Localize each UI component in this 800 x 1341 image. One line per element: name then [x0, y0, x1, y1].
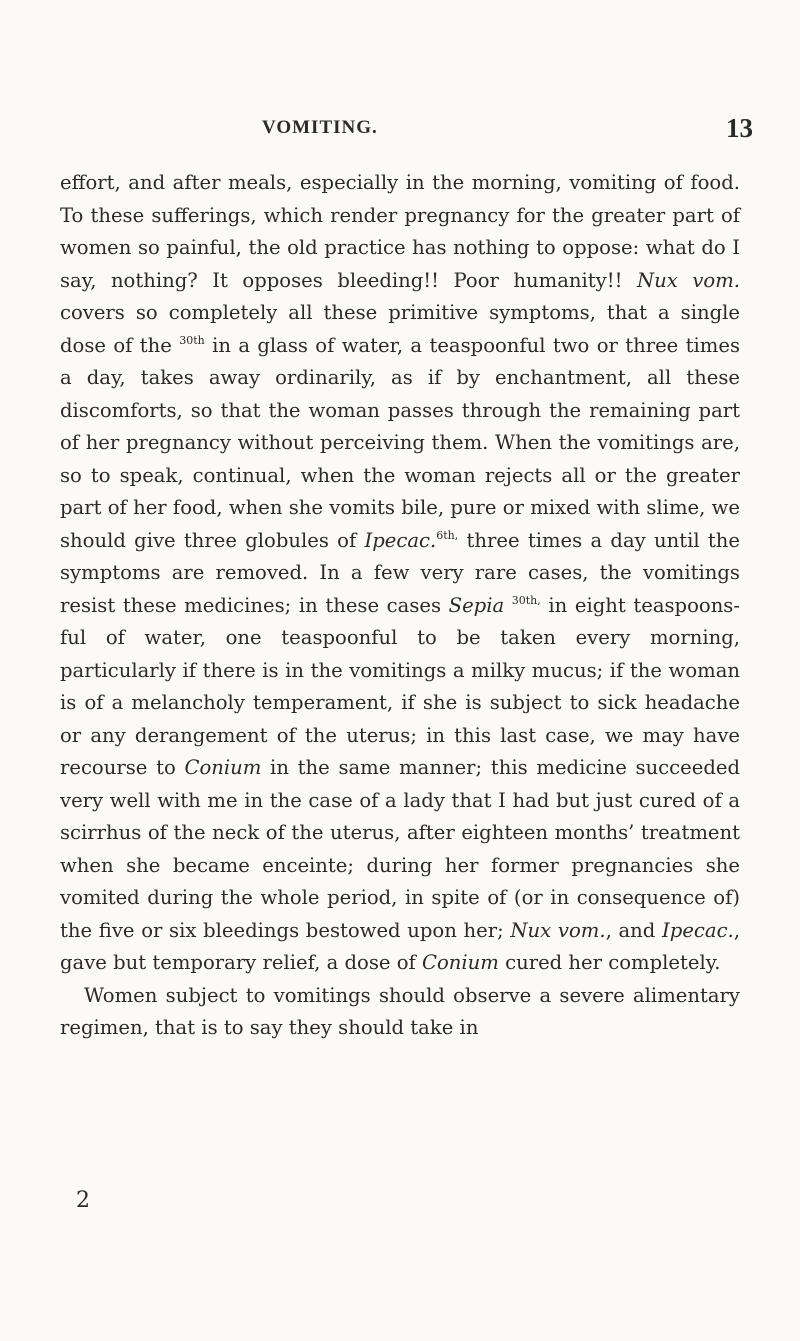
remedy-name: Sepia — [448, 593, 505, 617]
page-header — [0, 113, 800, 143]
remedy-name: Ipecac. — [364, 528, 437, 552]
text-segment: in eight teaspoonsful of water, one teaspoonful to be taken every morning, particularly if there is in the vomitings a milky mucus; if the woman is of a melancholy temperament, if she is subject to sick headache or any derangement of the uterus; in this last case, we may have recourse to — [60, 593, 740, 779]
text-segment: in a glass of water, a teaspoonful two or three times a day, takes away ordinarily, as if by enchantment, all these discomforts, so that the woman passes through the remaining part of her pregnancy without perceiving them. When the vomitings are, so to speak, continual, when the woman rejects all or the greater part of her food, when she vomits bile, pure or mixed with slime, we should give three globules of — [60, 333, 741, 552]
remedy-name: Nux vom. — [510, 918, 606, 942]
remedy-name: Conium — [184, 756, 262, 779]
text-segment: , and — [605, 918, 663, 942]
body-text — [60, 167, 740, 1045]
text-segment: in the same manner; this medicine succeeded very well with me in the case of a lady that I had but just cured of a scirrhus of the neck of the uterus, after eighteen months’ treatment when she became enceinte; during her former pregnancies she vomited during the whole period, in spite of (or in consequence of) the five or six bleedings bestowed upon her; — [60, 756, 741, 942]
signature-mark: 2 — [76, 1188, 90, 1213]
text-segment: effort, and after meals, especially in the morning, vomiting of food. To these sufferings, which render pregnancy for the greater part of women so painful, the old practice has nothing to oppose: what do I say, nothing? It opposes bleeding!! Poor humanity!! — [60, 171, 740, 292]
text-segment: covers so completely all these primitive symptoms, that a single dose of the — [60, 301, 740, 357]
text-segment — [504, 594, 512, 617]
text-segment: , gave but temporary relief, a dose of — [60, 918, 741, 974]
potency-mark: 30th, — [511, 593, 541, 607]
remedy-name: Nux vom. — [637, 268, 740, 292]
paragraph-1 — [60, 167, 740, 980]
paragraph-2 — [60, 980, 740, 1045]
remedy-name: Ipecac. — [662, 918, 734, 942]
remedy-name: Conium — [422, 951, 499, 974]
potency-mark: 30th — [179, 333, 205, 347]
text-segment: cured her completely. — [498, 951, 721, 974]
page-number: 13 — [726, 113, 753, 143]
running-title: VOMITING. — [262, 117, 378, 138]
potency-mark: 6th, — [436, 528, 459, 542]
text-segment: three times a day until the symptoms are removed. In a few very rare cases, the vomitings resist these medicines; in these cases — [60, 528, 740, 617]
text-segment: Women subject to vomitings should observe a severe alimentary regimen, that is to say they should take in — [60, 983, 740, 1039]
